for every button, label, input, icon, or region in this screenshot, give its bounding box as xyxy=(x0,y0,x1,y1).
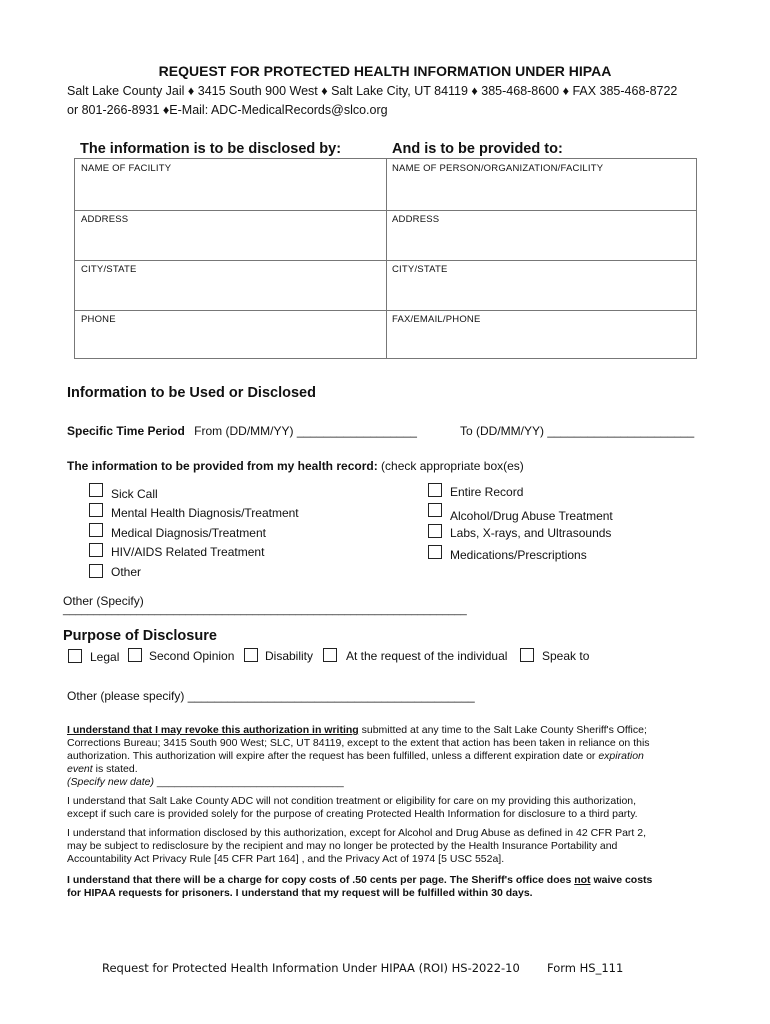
revoke-text-2: Corrections Bureau; 3415 South 900 West; SLC, UT 84119, except to the extent that action has been taken in reliance on this xyxy=(67,737,650,749)
other-specify-label: Other (Specify) xyxy=(63,594,144,608)
checkbox-disability[interactable] xyxy=(244,648,258,662)
time-period-row xyxy=(67,424,417,438)
checkbox-entire-record[interactable] xyxy=(428,483,442,497)
recipient-citystate-field[interactable] xyxy=(386,260,697,310)
checkbox-speak-to[interactable] xyxy=(520,648,534,662)
record-hint: (check appropriate box(es) xyxy=(381,459,524,473)
redisclose-paragraph xyxy=(67,827,697,866)
checkbox-other[interactable] xyxy=(89,564,103,578)
recipient-name-field[interactable] xyxy=(386,159,697,210)
purpose-title: Purpose of Disclosure xyxy=(63,628,217,644)
specify-date-field[interactable]: ________________________________ xyxy=(153,776,344,788)
option-medical-diagnosis: Medical Diagnosis/Treatment xyxy=(111,526,266,540)
redisclose-text-2: may be subject to redisclosure by the recipient and may no longer be protected by the Health Insurance Portability and xyxy=(67,840,618,852)
recipient-contact-field[interactable] xyxy=(386,310,697,359)
charge-paragraph xyxy=(67,874,697,900)
checkbox-mental-health[interactable] xyxy=(89,503,103,517)
option-labs: Labs, X-rays, and Ultrasounds xyxy=(450,526,612,540)
facility-name-label: NAME OF FACILITY xyxy=(81,163,172,174)
time-to-field[interactable]: To (DD/MM/YY) ______________________ xyxy=(460,424,695,438)
recipient-contact-label: FAX/EMAIL/PHONE xyxy=(392,314,481,325)
address-line-2: or 801-266-8931 ♦E-Mail: ADC-MedicalRecords@slco.org xyxy=(67,103,388,117)
record-label: The information to be provided from my health record: xyxy=(67,459,378,473)
checkbox-legal[interactable] xyxy=(68,649,82,663)
checkbox-labs[interactable] xyxy=(428,524,442,538)
revoke-text-1: submitted at any time to the Salt Lake County Sheriff's Office; xyxy=(358,724,647,736)
checkbox-second-opinion[interactable] xyxy=(128,648,142,662)
facility-address-field[interactable] xyxy=(75,210,386,260)
checkbox-sick-call[interactable] xyxy=(89,483,103,497)
option-alcohol-drug: Alcohol/Drug Abuse Treatment xyxy=(450,509,613,523)
facility-citystate-label: CITY/STATE xyxy=(81,264,137,275)
recipient-name-label: NAME OF PERSON/ORGANIZATION/FACILITY xyxy=(392,163,604,174)
revoke-text-3: authorization. This authorization will expire after the request has been fulfilled, unless a different expiration date or xyxy=(67,750,599,762)
purpose-other-field[interactable]: Other (please specify) ___________________________________________ xyxy=(67,689,475,703)
checkbox-alcohol-drug[interactable] xyxy=(428,503,442,517)
option-sick-call: Sick Call xyxy=(111,487,158,501)
option-medications: Medications/Prescriptions xyxy=(450,548,587,562)
recipient-address-label: ADDRESS xyxy=(392,214,440,225)
time-from-field[interactable]: From (DD/MM/YY) __________________ xyxy=(194,424,417,438)
facility-address-label: ADDRESS xyxy=(81,214,129,225)
facility-citystate-field[interactable] xyxy=(75,260,386,310)
purpose-disability: Disability xyxy=(265,649,314,663)
recipient-address-field[interactable] xyxy=(386,210,697,260)
footer-form-title: Request for Protected Health Information Under HIPAA (ROI) HS-2022-10 xyxy=(102,961,520,975)
option-other: Other xyxy=(111,565,142,579)
address-line-1: Salt Lake County Jail ♦ 3415 South 900 West ♦ Salt Lake City, UT 84119 ♦ 385-468-8600 ♦ FAX 385-468-8722 xyxy=(67,84,678,98)
option-entire-record: Entire Record xyxy=(450,485,524,499)
option-hiv-aids: HIV/AIDS Related Treatment xyxy=(111,545,265,559)
specify-date-label: (Specify new date) xyxy=(67,776,154,788)
facility-phone-label: PHONE xyxy=(81,314,116,325)
revoke-paragraph xyxy=(67,724,697,789)
charge-text-1: I understand that there will be a charge for copy costs of .50 cents per page. The Sheriff's office does xyxy=(67,874,575,886)
checkbox-at-request[interactable] xyxy=(323,648,337,662)
redisclose-text-3: Accountability Act Privacy Rule [45 CFR Part 164] , and the Privacy Act of 1974 [5 USC 552a]. xyxy=(67,853,505,865)
form-title: REQUEST FOR PROTECTED HEALTH INFORMATION UNDER HIPAA xyxy=(158,63,612,79)
purpose-speak-to: Speak to xyxy=(542,649,590,663)
info-section-title: Information to be Used or Disclosed xyxy=(67,385,316,401)
revoke-bold: I understand that I may revoke this authorization in writing xyxy=(67,724,359,736)
option-mental-health: Mental Health Diagnosis/Treatment xyxy=(111,506,299,520)
condition-text-2: except if such care is provided solely for the purpose of creating Protected Health Information for disclosure to a third party. xyxy=(67,808,638,820)
redisclose-text-1: I understand that information disclosed by this authorization, except for Alcohol and Drug Abuse as defined in 42 CFR Part 2, xyxy=(67,827,647,839)
record-instructions xyxy=(67,459,524,473)
purpose-second-opinion: Second Opinion xyxy=(149,649,235,663)
facility-name-field[interactable] xyxy=(75,159,386,210)
purpose-legal: Legal xyxy=(90,650,120,664)
other-specify-field[interactable]: __________________________________________________________________ xyxy=(63,604,467,616)
charge-text-2: for HIPAA requests for prisoners. I understand that my request will be fulfilled within 30 days. xyxy=(67,887,533,899)
facility-phone-field[interactable] xyxy=(75,310,386,359)
checkbox-medical-diagnosis[interactable] xyxy=(89,523,103,537)
facility-grid xyxy=(74,158,697,359)
disclosed-by-heading: The information is to be disclosed by: xyxy=(80,141,342,157)
recipient-citystate-label: CITY/STATE xyxy=(392,264,448,275)
checkbox-medications[interactable] xyxy=(428,545,442,559)
revoke-text-4-italic: event xyxy=(67,763,93,775)
revoke-text-3-italic: expiration xyxy=(598,750,644,762)
footer-form-number: Form HS_111 xyxy=(547,961,624,975)
charge-text-1b: waive costs xyxy=(590,874,653,886)
condition-text-1: I understand that Salt Lake County ADC will not condition treatment or eligibility for care on my providing this authorization, xyxy=(67,795,637,807)
condition-paragraph xyxy=(67,795,697,821)
purpose-at-request: At the request of the individual xyxy=(346,649,508,663)
time-period-label: Specific Time Period xyxy=(67,424,185,438)
revoke-text-4: is stated. xyxy=(92,763,138,775)
provided-to-heading: And is to be provided to: xyxy=(392,141,563,157)
checkbox-hiv-aids[interactable] xyxy=(89,543,103,557)
charge-not: not xyxy=(574,874,591,886)
